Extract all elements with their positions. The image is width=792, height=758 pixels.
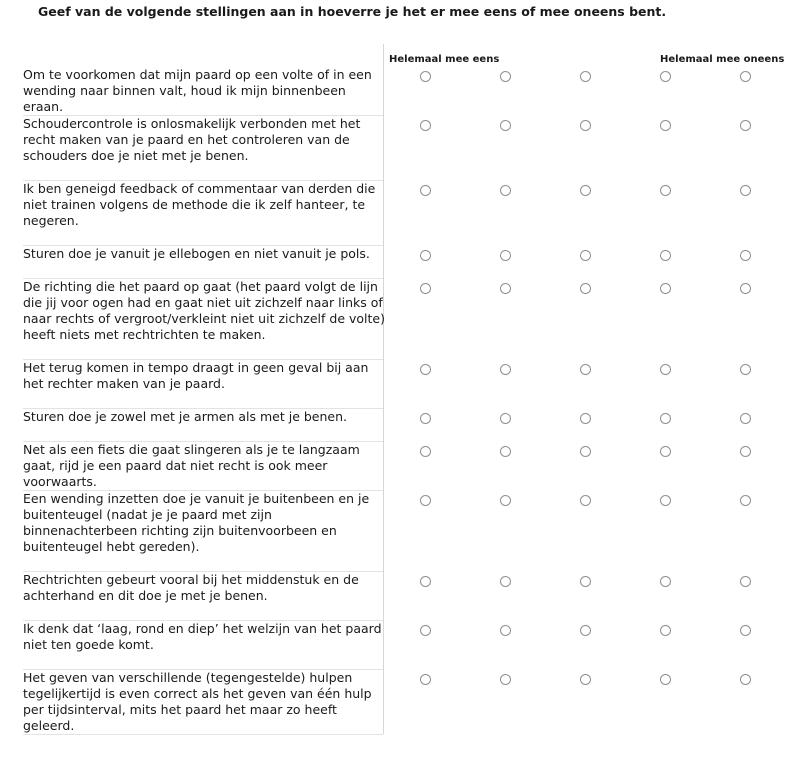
question-row — [23, 67, 783, 116]
radio-option-1[interactable] — [420, 364, 431, 375]
radio-option-5[interactable] — [740, 576, 751, 587]
radio-option-4[interactable] — [660, 674, 671, 685]
statement-text: Ik denk dat ‘laag, rond en diep’ het welzijn van het paard niet ten goede komt. — [23, 621, 382, 652]
radio-option-2[interactable] — [500, 625, 511, 636]
radio-option-2[interactable] — [500, 250, 511, 261]
radio-option-1[interactable] — [420, 283, 431, 294]
radio-option-3[interactable] — [580, 446, 591, 457]
question-row — [23, 246, 783, 279]
radio-option-1[interactable] — [420, 120, 431, 131]
radio-option-1[interactable] — [420, 495, 431, 506]
radio-option-5[interactable] — [740, 71, 751, 82]
radio-option-1[interactable] — [420, 446, 431, 457]
radio-option-5[interactable] — [740, 364, 751, 375]
radio-option-5[interactable] — [740, 674, 751, 685]
row-divider — [23, 734, 383, 735]
radio-option-3[interactable] — [580, 495, 591, 506]
radio-option-4[interactable] — [660, 446, 671, 457]
scale-label-disagree: Helemaal mee oneens — [660, 54, 785, 65]
radio-option-3[interactable] — [580, 283, 591, 294]
question-row — [23, 670, 783, 735]
radio-option-5[interactable] — [740, 250, 751, 261]
radio-option-3[interactable] — [580, 120, 591, 131]
question-row — [23, 181, 783, 246]
question-row — [23, 116, 783, 181]
radio-option-3[interactable] — [580, 364, 591, 375]
statement-text: Net als een fiets die gaat slingeren als je te langzaam gaat, rijd je een paard dat niet recht is ook meer voorwaarts. — [23, 442, 360, 489]
statement-text: De richting die het paard op gaat (het paard volgt de lijn die jij voor ogen had en gaat niet uit zichzelf naar links of naar rechts of vergroot/verkleint niet uit zichzelf de volte) heeft niets met rechtrichten te maken. — [23, 279, 385, 342]
radio-option-2[interactable] — [500, 674, 511, 685]
statement-text: Het geven van verschillende (tegengestelde) hulpen tegelijkertijd is even correct als het geven van één hulp per tijdsinterval, mits het paard het maar zo heeft geleerd. — [23, 670, 372, 733]
radio-option-5[interactable] — [740, 185, 751, 196]
statement-text: Rechtrichten gebeurt vooral bij het middenstuk en de achterhand en dit doe je met je benen. — [23, 572, 359, 603]
question-row — [23, 279, 783, 360]
radio-option-3[interactable] — [580, 413, 591, 424]
statement-text: Het terug komen in tempo draagt in geen geval bij aan het rechter maken van je paard. — [23, 360, 369, 391]
radio-option-5[interactable] — [740, 283, 751, 294]
radio-option-5[interactable] — [740, 413, 751, 424]
radio-option-2[interactable] — [500, 446, 511, 457]
statement-text: Om te voorkomen dat mijn paard op een volte of in een wending naar binnen valt, houd ik mijn binnenbeen eraan. — [23, 67, 372, 114]
radio-option-3[interactable] — [580, 576, 591, 587]
radio-option-1[interactable] — [420, 674, 431, 685]
radio-option-1[interactable] — [420, 250, 431, 261]
radio-option-1[interactable] — [420, 413, 431, 424]
statement-text: Schoudercontrole is onlosmakelijk verbonden met het recht maken van je paard en het controleren van de schouders doe je niet met je benen. — [23, 116, 361, 163]
question-row — [23, 572, 783, 621]
radio-option-2[interactable] — [500, 576, 511, 587]
radio-option-5[interactable] — [740, 120, 751, 131]
radio-option-3[interactable] — [580, 250, 591, 261]
radio-option-4[interactable] — [660, 625, 671, 636]
question-row — [23, 442, 783, 491]
radio-option-4[interactable] — [660, 283, 671, 294]
statement-text: Sturen doe je zowel met je armen als met je benen. — [23, 409, 348, 424]
radio-option-5[interactable] — [740, 495, 751, 506]
radio-option-2[interactable] — [500, 185, 511, 196]
radio-option-4[interactable] — [660, 120, 671, 131]
page-title: Geef van de volgende stellingen aan in hoeverre je het er mee eens of mee oneens bent. — [38, 4, 667, 19]
question-row — [23, 360, 783, 409]
radio-option-4[interactable] — [660, 364, 671, 375]
radio-option-4[interactable] — [660, 185, 671, 196]
statement-text: Sturen doe je vanuit je ellebogen en niet vanuit je pols. — [23, 246, 370, 261]
radio-option-3[interactable] — [580, 71, 591, 82]
radio-option-2[interactable] — [500, 495, 511, 506]
radio-option-3[interactable] — [580, 185, 591, 196]
radio-option-4[interactable] — [660, 71, 671, 82]
radio-option-1[interactable] — [420, 185, 431, 196]
radio-option-4[interactable] — [660, 413, 671, 424]
radio-option-1[interactable] — [420, 576, 431, 587]
statement-text: Een wending inzetten doe je vanuit je buitenbeen en je buitenteugel (nadat je je paard met zijn binnenachterbeen richting zijn buitenvoorbeen en buitenteugel hebt gereden). — [23, 491, 370, 554]
radio-option-1[interactable] — [420, 625, 431, 636]
radio-option-1[interactable] — [420, 71, 431, 82]
radio-option-2[interactable] — [500, 283, 511, 294]
radio-option-4[interactable] — [660, 576, 671, 587]
radio-option-5[interactable] — [740, 446, 751, 457]
radio-option-2[interactable] — [500, 364, 511, 375]
question-row — [23, 621, 783, 670]
radio-option-2[interactable] — [500, 71, 511, 82]
question-row — [23, 409, 783, 442]
radio-option-2[interactable] — [500, 413, 511, 424]
radio-option-2[interactable] — [500, 120, 511, 131]
radio-option-5[interactable] — [740, 625, 751, 636]
scale-label-agree: Helemaal mee eens — [389, 54, 500, 65]
radio-option-3[interactable] — [580, 674, 591, 685]
radio-option-4[interactable] — [660, 495, 671, 506]
statement-text: Ik ben geneigd feedback of commentaar van derden die niet trainen volgens de methode die ik zelf hanteer, te negeren. — [23, 181, 376, 228]
question-row — [23, 491, 783, 572]
radio-option-3[interactable] — [580, 625, 591, 636]
radio-option-4[interactable] — [660, 250, 671, 261]
